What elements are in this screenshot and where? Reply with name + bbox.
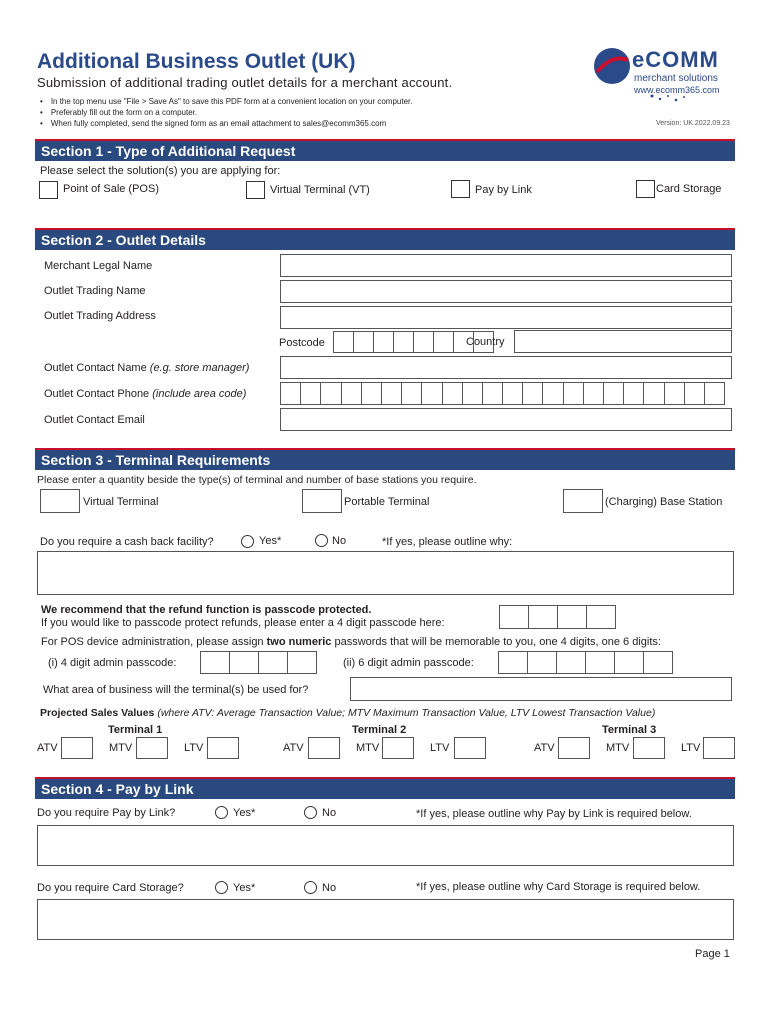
cs-yes-radio[interactable] — [215, 881, 228, 894]
pbl-no-radio[interactable] — [304, 806, 317, 819]
page-number: Page 1 — [695, 948, 730, 960]
terminal2-atv-input[interactable] — [308, 737, 340, 759]
refund-passcode-label: If you would like to passcode protect refunds, please enter a 4 digit passcode here: — [41, 617, 445, 629]
terminal2-atv-label: ATV — [283, 742, 304, 754]
cardstorage-label: Card Storage — [656, 183, 722, 195]
terminal3-atv-label: ATV — [534, 742, 555, 754]
merchant-legal-name-input[interactable] — [280, 254, 732, 277]
admin6-passcode-input[interactable] — [498, 651, 673, 674]
terminal3-mtv-label: MTV — [606, 742, 630, 754]
terminal3-heading: Terminal 3 — [602, 724, 657, 736]
terminal2-heading: Terminal 2 — [352, 724, 407, 736]
virtual-terminal-label: Virtual Terminal — [83, 496, 159, 508]
contact-email-input[interactable] — [280, 408, 732, 431]
section3-prompt: Please enter a quantity beside the type(s) of terminal and number of base stations you require. — [37, 474, 477, 486]
portable-terminal-qty[interactable] — [302, 489, 342, 513]
paybylink-label: Pay by Link — [475, 184, 532, 196]
cs-question: Do you require Card Storage? — [37, 882, 184, 894]
terminal3-ltv-input[interactable] — [703, 737, 735, 759]
postcode-label: Postcode — [279, 337, 325, 349]
section3-heading: Section 3 - Terminal Requirements — [35, 448, 735, 470]
cashback-yes-radio[interactable] — [241, 535, 254, 548]
terminal1-mtv-input[interactable] — [136, 737, 168, 759]
terminal3-mtv-input[interactable] — [633, 737, 665, 759]
instructions-list — [40, 96, 412, 129]
section2-heading: Section 2 - Outlet Details — [35, 228, 735, 250]
pbl-no-label: No — [322, 807, 337, 819]
contact-name-input[interactable] — [280, 356, 732, 379]
admin6-label: (ii) 6 digit admin passcode: — [343, 657, 474, 669]
paybylink-checkbox[interactable] — [451, 180, 470, 198]
terminal3-ltv-label: LTV — [681, 742, 701, 754]
instruction-item: • When fully completed, send the signed form as an email attachment to sales@ecomm365.com — [40, 118, 412, 129]
logo-tagline: merchant solutions — [634, 73, 718, 84]
pbl-yes-label: Yes* — [233, 807, 256, 819]
cashback-yes-label: Yes* — [259, 535, 282, 547]
outlet-trading-name-label: Outlet Trading Name — [44, 285, 146, 297]
cashback-no-radio[interactable] — [315, 534, 328, 547]
instruction-item: • Preferably fill out the form on a computer. — [40, 107, 412, 118]
pos-label: Point of Sale (POS) — [63, 183, 159, 195]
cashback-question: Do you require a cash back facility? — [40, 536, 214, 548]
cs-no-radio[interactable] — [304, 881, 317, 894]
outlet-trading-address-input[interactable] — [280, 306, 732, 329]
pbl-note: *If yes, please outline why Pay by Link is required below. — [416, 808, 692, 820]
contact-phone-input[interactable] — [280, 382, 725, 405]
terminal3-atv-input[interactable] — [558, 737, 590, 759]
virtual-terminal-qty[interactable] — [40, 489, 80, 513]
vt-checkbox[interactable] — [246, 181, 265, 199]
logo-url: www.ecomm365.com — [634, 85, 720, 95]
outlet-trading-name-input[interactable] — [280, 280, 732, 303]
page-subtitle: Submission of additional trading outlet details for a merchant account. — [37, 75, 453, 90]
terminal2-ltv-label: LTV — [430, 742, 450, 754]
base-station-qty[interactable] — [563, 489, 603, 513]
cashback-note: *If yes, please outline why: — [382, 536, 513, 548]
business-area-label: What area of business will the terminal(s) be used for? — [43, 684, 309, 696]
contact-name-label: Outlet Contact Name (e.g. store manager) — [44, 362, 250, 374]
terminal1-heading: Terminal 1 — [108, 724, 163, 736]
outlet-trading-address-label: Outlet Trading Address — [44, 310, 156, 322]
terminal1-atv-input[interactable] — [61, 737, 93, 759]
terminal1-mtv-label: MTV — [109, 742, 133, 754]
cardstorage-checkbox[interactable] — [636, 180, 655, 198]
terminal1-ltv-label: LTV — [184, 742, 204, 754]
terminal2-mtv-label: MTV — [356, 742, 380, 754]
cashback-no-label: No — [332, 535, 347, 547]
terminal2-ltv-input[interactable] — [454, 737, 486, 759]
merchant-legal-name-label: Merchant Legal Name — [44, 260, 153, 272]
instruction-item: • In the top menu use "File > Save As" to save this PDF form at a convenient location on your computer. — [40, 96, 412, 107]
cs-no-label: No — [322, 882, 337, 894]
cashback-reason-input[interactable] — [37, 551, 734, 595]
version-label: Version: UK.2022.09.23 — [656, 120, 730, 127]
sales-values-label: Projected Sales Values (where ATV: Average Transaction Value; MTV Maximum Transaction Value, LTV Lowest Transaction Value) — [40, 707, 656, 719]
country-input[interactable] — [514, 330, 732, 353]
contact-email-label: Outlet Contact Email — [44, 414, 145, 426]
logo-wordmark: eCOMM — [632, 47, 719, 72]
cs-yes-label: Yes* — [233, 882, 256, 894]
pbl-yes-radio[interactable] — [215, 806, 228, 819]
cs-reason-input[interactable] — [37, 899, 734, 940]
refund-passcode-input[interactable] — [499, 605, 616, 629]
contact-phone-label: Outlet Contact Phone (include area code) — [44, 388, 247, 400]
section4-heading: Section 4 - Pay by Link — [35, 777, 735, 799]
portable-terminal-label: Portable Terminal — [344, 496, 430, 508]
vt-label: Virtual Terminal (VT) — [270, 184, 370, 196]
business-area-input[interactable] — [350, 677, 732, 701]
pbl-question: Do you require Pay by Link? — [37, 807, 176, 819]
refund-recommendation: We recommend that the refund function is passcode protected. — [41, 604, 372, 616]
base-station-label: (Charging) Base Station — [605, 496, 723, 508]
pos-checkbox[interactable] — [39, 181, 58, 199]
page-title: Additional Business Outlet (UK) — [37, 50, 356, 73]
admin4-passcode-input[interactable] — [200, 651, 317, 674]
pos-admin-instructions: For POS device administration, please assign two numeric passwords that will be memorable to you, one 4 digits, one 6 digits: — [41, 636, 661, 648]
section1-prompt: Please select the solution(s) you are applying for: — [40, 165, 281, 177]
country-label: Country — [466, 336, 505, 348]
pbl-reason-input[interactable] — [37, 825, 734, 866]
terminal2-mtv-input[interactable] — [382, 737, 414, 759]
section1-heading: Section 1 - Type of Additional Request — [35, 139, 735, 161]
terminal1-ltv-input[interactable] — [207, 737, 239, 759]
admin4-label: (i) 4 digit admin passcode: — [48, 657, 177, 669]
cs-note: *If yes, please outline why Card Storage is required below. — [416, 881, 701, 893]
terminal1-atv-label: ATV — [37, 742, 58, 754]
